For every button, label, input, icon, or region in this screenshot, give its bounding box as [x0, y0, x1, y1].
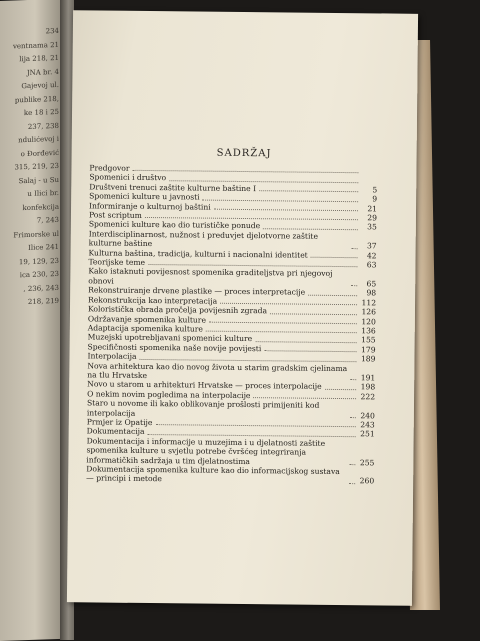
toc-leader-dots [308, 294, 357, 296]
toc-leader-dots [263, 228, 358, 230]
toc-page-number: 243 [360, 420, 375, 430]
left-page-text-fragment: publike 218, [14, 94, 59, 104]
toc-page-number: 5 [372, 185, 378, 195]
left-page-text-fragment: 315, 219, 23 [14, 161, 59, 172]
toc-page-number: 35 [367, 222, 377, 232]
toc-entry-title: Muzejski upotrebljavani spomenici kulture [87, 332, 253, 344]
toc-page-number: 42 [366, 250, 377, 261]
left-page-text-fragment: Ilice 241 [28, 242, 59, 252]
toc-leader-dots [352, 248, 358, 249]
toc-entry-title: Održavanje spomenika kulture [87, 313, 207, 325]
toc-entry-title: Kako istaknuti povijesnost spomenika graditeljstva pri njegovoj obnovi [88, 266, 333, 286]
toc-leader-dots [349, 483, 355, 484]
left-page-text-fragment: , 236, 243 [23, 283, 59, 293]
toc-entry [86, 464, 374, 486]
toc-entry-title: Specifičnosti spomenika naše novije povijesti [87, 342, 262, 353]
toc-entry-title: Koloristička obrada pročelja povijesnih zgrada [87, 304, 268, 316]
left-page-text-fragment: ke 18 i 25 [23, 107, 59, 118]
toc-page-number: 191 [360, 373, 376, 383]
toc-page-number: 251 [360, 429, 375, 439]
toc-entry-title: Adaptacija spomenika kulture [87, 323, 203, 334]
toc-entry [86, 436, 374, 467]
toc-leader-dots [311, 257, 358, 258]
left-page-text-fragment: 237, 238 [27, 121, 59, 131]
left-page-text-fragment: lija 218, 21 [19, 53, 59, 64]
toc-leader-dots [350, 379, 356, 380]
left-page-text-fragment: ventnama 21 [12, 40, 59, 51]
toc-entry-title: Rekonstruiranje drvene plastike — proces interpretacije [88, 285, 306, 297]
toc-entry-title: Dokumentacija i informacije u muzejima i u djelatnosti zaštite spomenika kulture u svjetlu potrebe čvršćeg integriranja informatičkih sadržaja u tim djelatnostima [86, 436, 326, 466]
toc-leader-dots [349, 464, 355, 465]
left-page-text-fragment: Salaj - u Su [18, 175, 59, 185]
toc-page-number: 126 [361, 307, 377, 317]
toc-leader-dots [255, 341, 356, 343]
toc-entry-title: Dokumentacija spomenika kulture kao dio informacijskog sustava — principi i metode [86, 464, 340, 484]
toc-entry-title: Spomenici kulture kao dio turističke ponude [88, 219, 261, 231]
toc-entry-title: Spomenici kulture u javnosti [89, 191, 200, 202]
toc-entry-title: Rekonstrukcija kao interpretacija [88, 295, 218, 306]
left-page [0, 0, 65, 641]
toc-entry-title: Post scriptum [88, 210, 142, 220]
left-page-text-fragment: u Ilici br. [27, 188, 59, 199]
toc-page-number: 189 [360, 354, 376, 364]
left-page-text-fragment: 7, 243 [36, 215, 59, 225]
table-of-contents [86, 163, 377, 486]
toc-page-number: 155 [361, 335, 376, 345]
left-page-text-fragment: o Đorđević [20, 148, 59, 158]
toc-leader-dots [214, 209, 358, 212]
toc-page-number: 37 [366, 241, 377, 251]
left-page-text-fragment: JNA br. 4 [26, 67, 59, 77]
toc-leader-dots [264, 350, 356, 352]
toc-leader-dots [270, 313, 357, 315]
toc-leader-dots [351, 285, 357, 286]
toc-page-number: 98 [366, 288, 377, 298]
toc-leader-dots [220, 303, 357, 305]
toc-page-number: 255 [359, 457, 375, 467]
toc-leader-dots [350, 417, 356, 418]
left-page-text-fragment: Gajevoj ul. [21, 80, 59, 91]
toc-entry-title: Informiranje o kulturnoj baštini [89, 201, 211, 212]
left-page-text-fragment: ndulićevoj i [18, 134, 59, 145]
toc-leader-dots [325, 389, 356, 390]
toc-title: SADRŽAJ [216, 147, 272, 160]
left-page-text-fragment: Frimorske ul [13, 229, 59, 239]
toc-page-number: 112 [361, 297, 377, 308]
toc-entry-title: Spomenici i društvo [89, 172, 167, 183]
toc-page-number: 21 [367, 203, 378, 214]
toc-leader-dots [253, 397, 356, 399]
toc-leader-dots [203, 199, 359, 202]
left-page-text-fragment: 218, 219 [27, 296, 59, 306]
toc-entry-title: Interpolacija [87, 351, 137, 362]
toc-entry-title: Interdisciplinarnost, nužnost i preduvjet djelotvorne zaštite kulturne baštine [88, 229, 319, 249]
right-page [67, 10, 418, 606]
toc-entry-title: Društveni trenuci zaštite kulturne baštine I [89, 182, 257, 193]
toc-entry-title: Novo u starom u arhitekturi Hrvatske — proces interpolacije [87, 379, 322, 392]
toc-page-number: 222 [360, 391, 376, 402]
toc-entry-title: Nova arhitektura kao dio novog života u starim gradskim cjelinama na tlu Hrvatske [87, 360, 348, 380]
left-page-text-fragment: konfekcija [22, 202, 59, 212]
toc-page-number: 120 [361, 316, 376, 326]
toc-page-number: 198 [360, 382, 376, 392]
toc-entry-title: Teorijske teme [88, 257, 146, 268]
toc-entry-title: Dokumentacija [86, 426, 145, 437]
toc-entry-title: Kulturna baština, tradicija, kulturni i nacionalni identitet [88, 248, 308, 260]
toc-page-number: 63 [366, 260, 377, 270]
toc-leader-dots [206, 331, 357, 334]
toc-entry-title: Prmjer iz Opatije [86, 417, 153, 428]
toc-page-number: 9 [372, 194, 378, 204]
toc-entry-title: Predgovor [89, 163, 130, 173]
toc-page-number: 240 [360, 410, 375, 420]
toc-entry-title: Staro u novome ili kako oblikovanje prošlosti primijeniti kod interpolacija [86, 398, 320, 418]
toc-entry-title: O nekim novim pogledima na interpolacije [87, 389, 251, 400]
toc-page-number: 260 [359, 476, 375, 486]
toc-page-number: 29 [367, 213, 377, 223]
left-page-text-fragment: 234 [45, 26, 59, 36]
toc-leader-dots [259, 190, 358, 192]
left-page-text-fragment: ica 230, 23 [19, 269, 59, 280]
toc-page-number: 179 [361, 344, 376, 355]
toc-page-number: 65 [366, 279, 377, 289]
toc-leader-dots [209, 322, 357, 325]
left-page-text-fragment: 19, 129, 23 [18, 256, 59, 266]
toc-page-number: 136 [361, 326, 376, 336]
